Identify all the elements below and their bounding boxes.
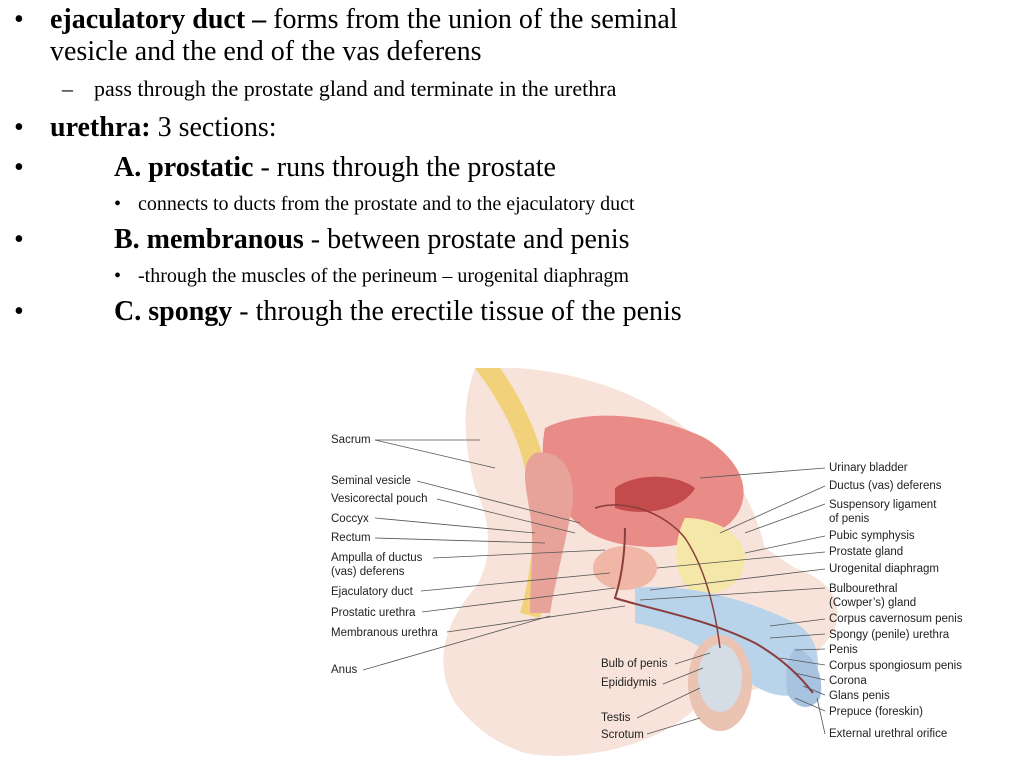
term-spongy: C. spongy	[114, 296, 233, 327]
label-prepuce: Prepuce (foreskin)	[829, 706, 923, 718]
dash-marker: –	[62, 76, 73, 101]
label-glans-penis: Glans penis	[829, 690, 890, 702]
bullet-marker: •	[14, 296, 24, 327]
bullet-marker: •	[14, 152, 24, 183]
label-epididymis: Epididymis	[601, 677, 657, 689]
label-testis: Testis	[601, 712, 631, 724]
label-coccyx: Coccyx	[331, 513, 369, 525]
label-ductus-deferens: Ductus (vas) deferens	[829, 480, 942, 492]
label-membranous-urethra: Membranous urethra	[331, 627, 438, 639]
label-suspensory-ligament: Suspensory ligament	[829, 499, 937, 511]
label-ampulla: Ampulla of ductus	[331, 552, 423, 564]
term-membranous: B. membranous	[114, 224, 304, 255]
bullet-text: - runs through the prostate	[253, 152, 556, 183]
sub-bullet-text: pass through the prostate gland and terminate in the urethra	[94, 76, 617, 101]
bullet-marker: •	[114, 265, 122, 287]
bullet-marker: •	[14, 224, 24, 255]
label-external-urethral-orifice: External urethral orifice	[829, 728, 948, 740]
sub-bullet-text: connects to ducts from the prostate and to the ejaculatory duct	[138, 193, 635, 215]
bullet-ejaculatory-duct-cont: vesicle and the end of the vas deferens	[50, 36, 482, 67]
label-scrotum: Scrotum	[601, 729, 644, 741]
bullet-marker: •	[14, 112, 24, 143]
label-bulb-of-penis: Bulb of penis	[601, 658, 668, 670]
label-seminal-vesicle: Seminal vesicle	[331, 475, 411, 487]
label-corpus-cavernosum: Corpus cavernosum penis	[829, 613, 963, 625]
label-prostatic-urethra: Prostatic urethra	[331, 607, 416, 619]
label-vesicorectal-pouch: Vesicorectal pouch	[331, 493, 428, 505]
bullet-text: - between prostate and penis	[303, 224, 630, 255]
anatomy-illustration	[325, 368, 1024, 768]
label-pubic-symphysis: Pubic symphysis	[829, 530, 915, 542]
label-penis: Penis	[829, 644, 858, 656]
label-corona: Corona	[829, 675, 867, 687]
sub-bullet-text: -through the muscles of the perineum – urogenital diaphragm	[138, 265, 629, 287]
term-urethra: urethra:	[50, 112, 151, 143]
label-prostate-gland: Prostate gland	[829, 546, 904, 558]
label-bulbourethral: Bulbourethral	[829, 583, 898, 595]
label-rectum: Rectum	[331, 532, 371, 544]
anatomy-diagram	[325, 368, 1024, 768]
term-ejaculatory-duct: ejaculatory duct –	[50, 4, 267, 35]
label-urinary-bladder: Urinary bladder	[829, 462, 908, 474]
label-anus: Anus	[331, 664, 358, 676]
bullet-text: - through the erectile tissue of the penis	[232, 296, 682, 327]
label-urogenital-diaphragm: Urogenital diaphragm	[829, 563, 939, 575]
label-spongy-urethra: Spongy (penile) urethra	[829, 629, 950, 641]
testis-shape	[698, 644, 742, 712]
label-bulbourethral-line2: (Cowper’s) gland	[829, 597, 917, 609]
bullet-marker: •	[14, 4, 24, 35]
label-corpus-spongiosum: Corpus spongiosum penis	[829, 660, 962, 672]
label-sacrum: Sacrum	[331, 434, 371, 446]
term-prostatic: A. prostatic	[114, 152, 254, 183]
prostate-shape	[593, 546, 657, 590]
bullet-text: 3 sections:	[150, 112, 277, 143]
bullet-text: forms from the union of the seminal	[266, 4, 678, 35]
bullet-marker: •	[114, 193, 122, 215]
label-ejaculatory-duct: Ejaculatory duct	[331, 586, 413, 598]
label-ampulla-line2: (vas) deferens	[331, 566, 405, 578]
label-suspensory-ligament-line2: of penis	[829, 513, 870, 525]
